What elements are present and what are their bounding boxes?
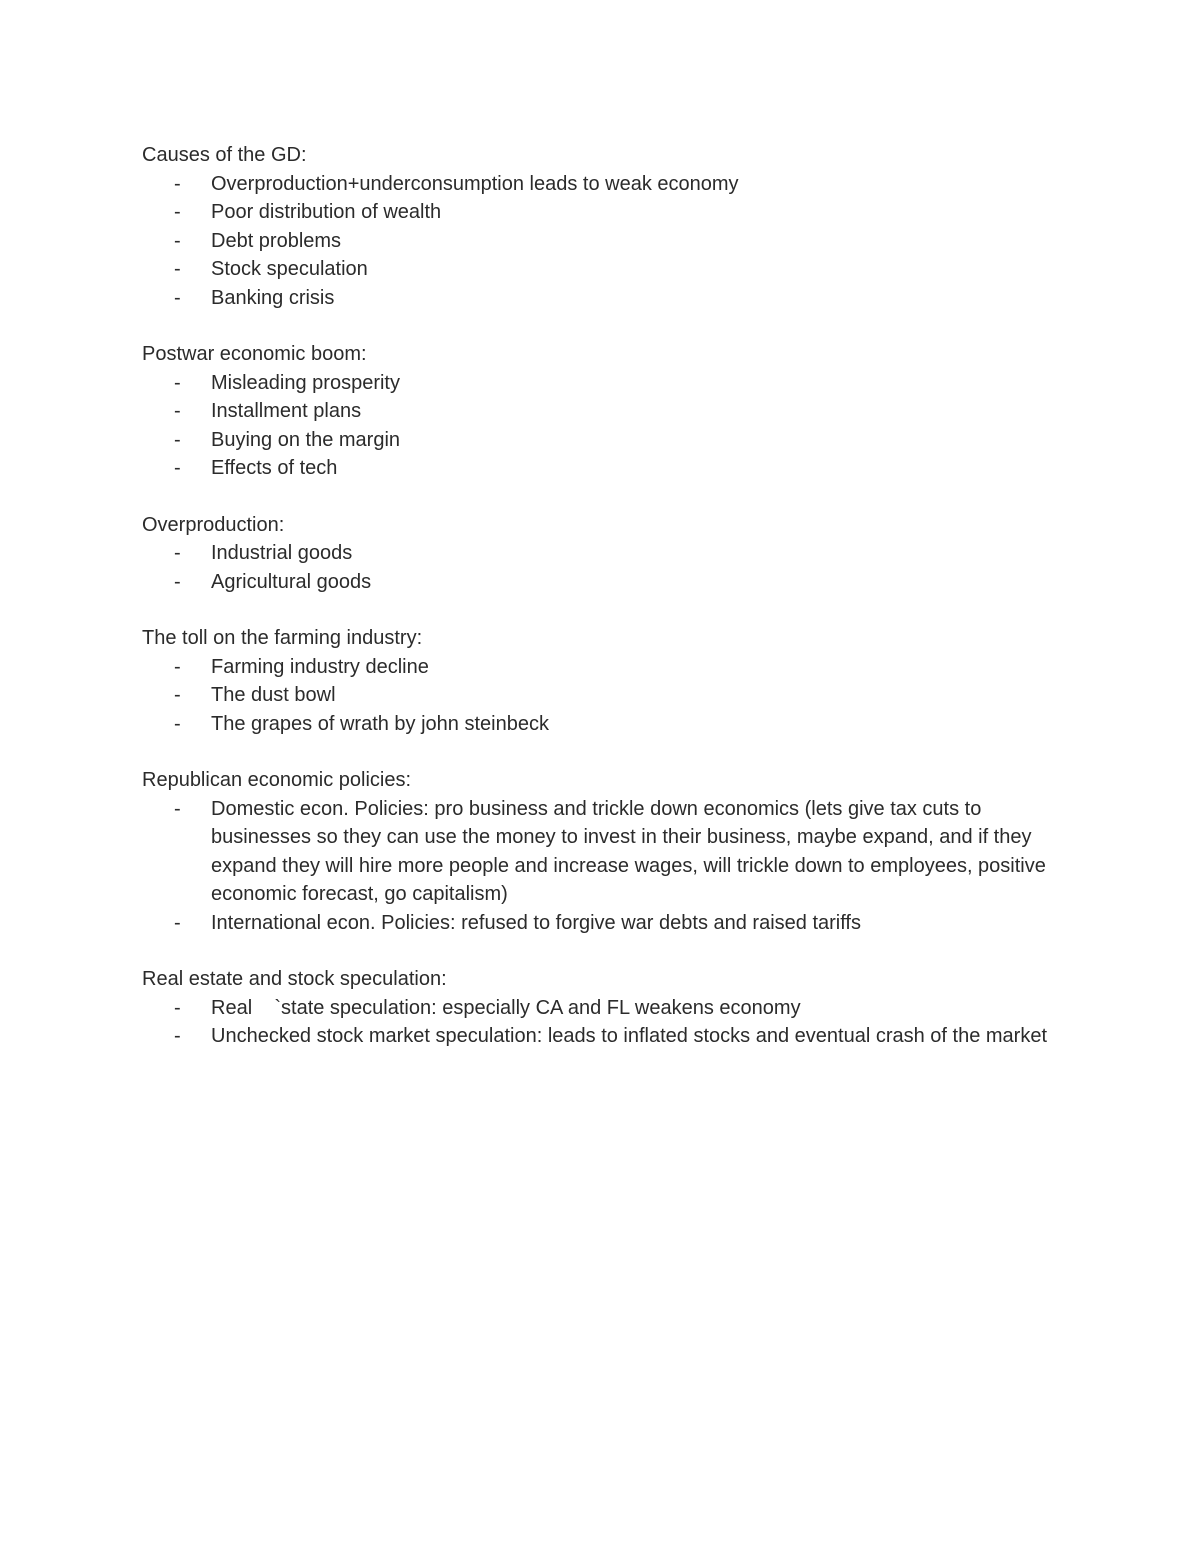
bullet-dash: -	[174, 457, 181, 479]
bullet-list	[142, 994, 1062, 1051]
list-item-text: Domestic econ. Policies: pro business and trickle down economics (lets give tax cuts to businesses so they can use the money to invest in their business, maybe expand, and if they expand they will hire more people and increase wages, will trickle down to employees, positive economic forecast, go capitalism)	[211, 797, 1046, 905]
bullet-dash: -	[174, 996, 181, 1019]
list-item-text: The grapes of wrath by john steinbeck	[211, 712, 549, 735]
list-item	[142, 198, 1062, 227]
list-item-text: Misleading prosperity	[211, 371, 400, 394]
list-item-text: Poor distribution of wealth	[211, 201, 442, 223]
bullet-dash: -	[174, 371, 181, 394]
list-item	[142, 653, 1062, 682]
section-heading: The toll on the farming industry:	[142, 627, 423, 649]
section-postwar-boom	[142, 340, 1062, 483]
list-item	[142, 909, 1062, 938]
section-heading: Republican economic policies:	[142, 769, 412, 791]
list-item	[142, 795, 1062, 909]
bullet-dash: -	[174, 400, 181, 422]
list-item-text: Stock speculation	[211, 258, 368, 280]
bullet-dash: -	[174, 1025, 181, 1047]
bullet-dash: -	[174, 684, 181, 706]
bullet-dash: -	[174, 172, 181, 195]
list-item-text: Industrial goods	[211, 542, 353, 564]
list-item-text: Unchecked stock market speculation: leads to inflated stocks and eventual crash of the market	[211, 1025, 1047, 1047]
section-heading: Postwar economic boom:	[142, 343, 367, 365]
bullet-list	[142, 170, 1062, 313]
list-item-text: Installment plans	[211, 400, 362, 422]
bullet-list	[142, 795, 1062, 938]
bullet-list	[142, 369, 1062, 483]
list-item	[142, 454, 1062, 483]
list-item	[142, 369, 1062, 398]
section-causes	[142, 141, 1062, 312]
list-item	[142, 397, 1062, 426]
list-item	[142, 227, 1062, 256]
bullet-dash: -	[174, 201, 181, 223]
list-item-text: Banking crisis	[211, 286, 335, 309]
bullet-dash: -	[174, 911, 181, 934]
section-republican-policies	[142, 766, 1062, 937]
bullet-dash: -	[174, 428, 181, 451]
list-item	[142, 710, 1062, 739]
list-item-text: Buying on the margin	[211, 428, 401, 451]
section-heading: Causes of the GD:	[142, 144, 307, 166]
bullet-list	[142, 539, 1062, 596]
list-item-text: Debt problems	[211, 229, 342, 252]
list-item	[142, 1022, 1062, 1051]
bullet-dash: -	[174, 712, 181, 735]
bullet-dash: -	[174, 542, 181, 564]
list-item-text: Overproduction+underconsumption leads to weak economy	[211, 172, 739, 195]
notes-content	[142, 141, 1062, 1079]
bullet-dash: -	[174, 797, 181, 820]
bullet-dash: -	[174, 570, 181, 593]
list-item	[142, 170, 1062, 199]
section-heading: Real estate and stock speculation:	[142, 968, 447, 990]
bullet-dash: -	[174, 655, 181, 678]
bullet-dash: -	[174, 258, 181, 280]
bullet-dash: -	[174, 286, 181, 309]
list-item	[142, 426, 1062, 455]
bullet-dash: -	[174, 229, 181, 252]
list-item-text: The dust bowl	[211, 684, 336, 706]
section-farming-toll	[142, 624, 1062, 738]
list-item-text: Real `state speculation: especially CA and FL weakens economy	[211, 996, 801, 1019]
list-item	[142, 284, 1062, 313]
list-item	[142, 539, 1062, 568]
list-item-text: International econ. Policies: refused to forgive war debts and raised tariffs	[211, 911, 861, 934]
list-item	[142, 681, 1062, 710]
section-heading: Overproduction:	[142, 513, 285, 536]
section-speculation	[142, 965, 1062, 1051]
list-item	[142, 255, 1062, 284]
list-item	[142, 568, 1062, 597]
bullet-list	[142, 653, 1062, 739]
list-item-text: Agricultural goods	[211, 570, 372, 593]
list-item-text: Farming industry decline	[211, 655, 429, 678]
list-item	[142, 994, 1062, 1023]
section-overproduction	[142, 511, 1062, 597]
list-item-text: Effects of tech	[211, 457, 338, 479]
